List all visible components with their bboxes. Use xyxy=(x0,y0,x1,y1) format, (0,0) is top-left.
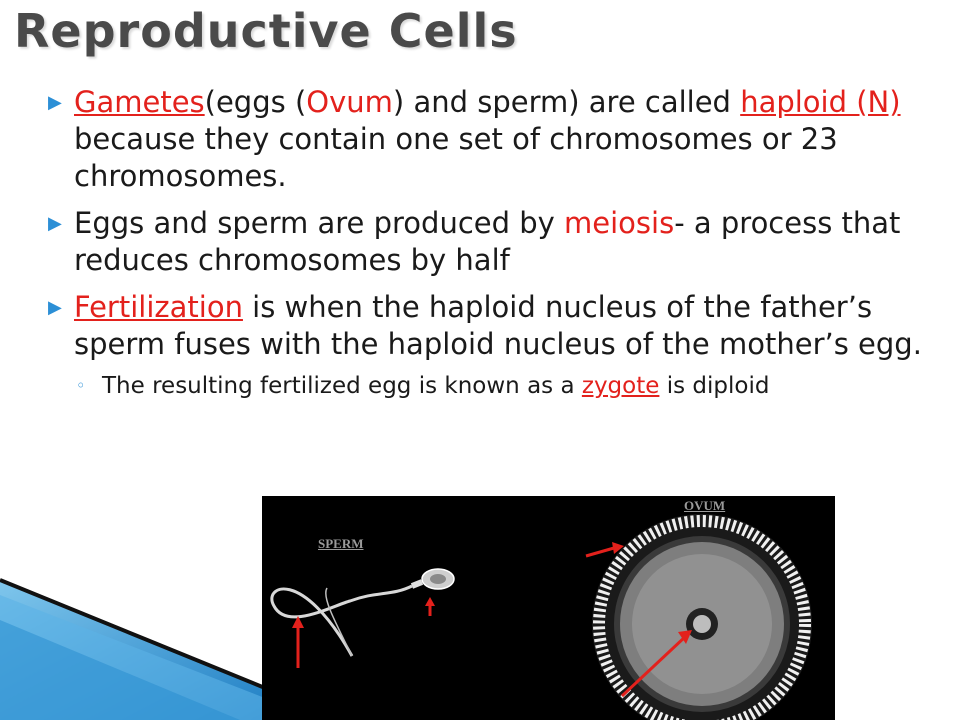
ring-bullet-icon: ◦ xyxy=(76,376,86,395)
arrow-markers-sperm xyxy=(292,597,435,668)
sub-bullet-zygote xyxy=(46,371,936,401)
bullet-arrow-icon: ▶ xyxy=(48,213,62,234)
text-segment: Eggs and sperm are produced by xyxy=(74,206,565,240)
slide-title: Reproductive Cells xyxy=(14,4,518,58)
ovum-label: OVUM xyxy=(684,498,726,513)
bullet-arrow-icon: ▶ xyxy=(48,92,62,113)
text-segment: is when the haploid nucleus of the father’s sperm fuses with the haploid nucleus of the mother’s egg. xyxy=(74,290,922,361)
term-haploid: haploid (N) xyxy=(740,85,901,119)
text-segment: (eggs ( xyxy=(204,85,307,119)
text-segment: The resulting fertilized egg is known as a xyxy=(102,373,582,399)
micrograph-illustration xyxy=(262,496,835,720)
ovum-illustration xyxy=(592,514,812,720)
text-segment: because they contain one set of chromosomes or 23 chromosomes. xyxy=(74,122,838,193)
bullet-meiosis xyxy=(46,205,936,279)
text-segment: ) and sperm) are called xyxy=(392,85,741,119)
bullet-gametes xyxy=(46,84,936,195)
corner-decoration xyxy=(0,560,270,720)
text-segment: is diploid xyxy=(659,373,770,399)
term-gametes: Gametes xyxy=(74,85,205,119)
bullet-arrow-icon: ▶ xyxy=(48,297,62,318)
text-segment: - a process that reduces chromosomes by half xyxy=(74,206,901,277)
sperm-label: SPERM xyxy=(318,536,364,551)
sperm-ovum-image xyxy=(262,496,835,720)
term-ovum: Ovum xyxy=(306,85,393,119)
bullet-fertilization xyxy=(46,289,936,363)
term-fertilization: Fertilization xyxy=(74,290,243,324)
slide-body xyxy=(46,84,936,401)
term-zygote: zygote xyxy=(581,373,660,399)
term-meiosis: meiosis xyxy=(564,206,675,240)
